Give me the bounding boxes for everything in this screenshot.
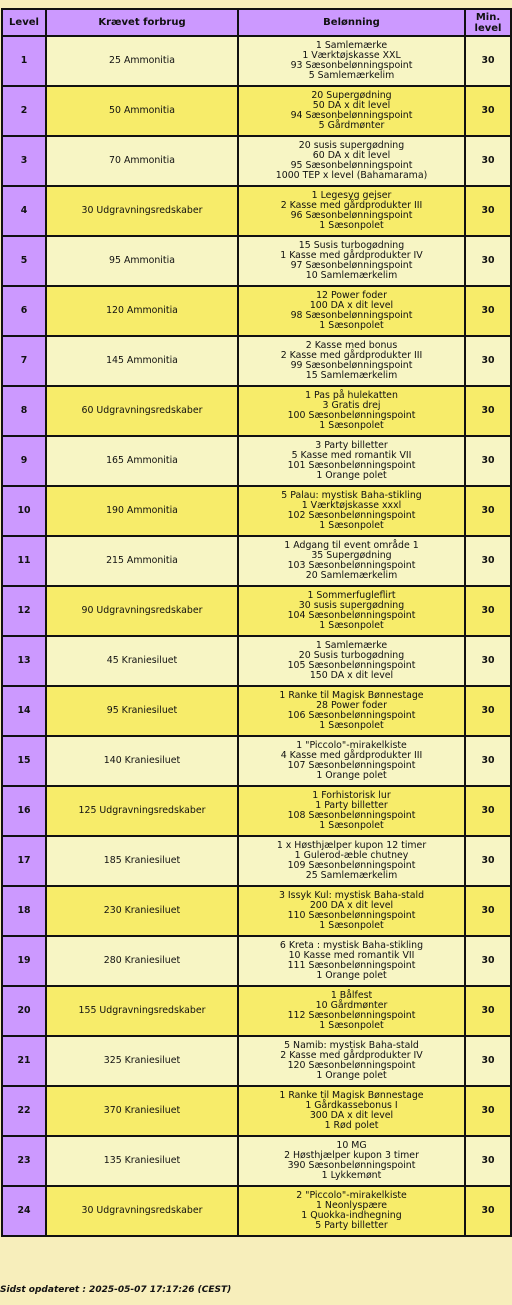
cell-min-level: 30: [465, 636, 511, 686]
reward-line: 95 Sæsonbelønningspoint: [290, 160, 413, 171]
table-header-row: [2, 9, 511, 36]
cell-reward: [238, 286, 465, 336]
cell-level: 2: [2, 86, 46, 136]
cell-min-level: 30: [465, 836, 511, 886]
table-row: [2, 786, 511, 836]
reward-line: 2 Kasse med gårdprodukter IV: [280, 1050, 423, 1061]
cell-level: 18: [2, 886, 46, 936]
reward-line: 108 Sæsonbelønningspoint: [287, 810, 416, 821]
reward-line: 2 Kasse med gårdprodukter III: [280, 350, 423, 361]
reward-line: 1 Sommerfugleflirt: [307, 590, 396, 601]
cell-reward: [238, 1036, 465, 1086]
reward-line: 1 Neonlyspære: [315, 1200, 387, 1211]
cell-level: 15: [2, 736, 46, 786]
reward-line: 100 Sæsonbelønningspoint: [287, 410, 416, 421]
cell-required: 230 Kraniesiluet: [46, 886, 238, 936]
cell-required: 185 Kraniesiluet: [46, 836, 238, 886]
table-row: [2, 436, 511, 486]
cell-min-level: 30: [465, 136, 511, 186]
cell-required: 190 Ammonitia: [46, 486, 238, 536]
cell-min-level: 30: [465, 186, 511, 236]
cell-level: 12: [2, 586, 46, 636]
last-updated: Sidst opdateret : 2025-05-07 17:17:26 (CEST): [0, 1285, 232, 1295]
cell-min-level: 30: [465, 236, 511, 286]
cell-reward: [238, 986, 465, 1036]
reward-line: 93 Sæsonbelønningspoint: [290, 60, 413, 71]
cell-level: 20: [2, 986, 46, 1036]
cell-required: 25 Ammonitia: [46, 36, 238, 86]
cell-level: 14: [2, 686, 46, 736]
reward-line: 10 Gårdmønter: [315, 1000, 388, 1011]
cell-reward: [238, 1086, 465, 1136]
season-rewards-table: [1, 8, 512, 1237]
reward-line: 30 susis supergødning: [298, 600, 405, 611]
table-row: [2, 1136, 511, 1186]
reward-line: 1 Ranke til Magisk Bønnestage: [279, 1090, 424, 1101]
cell-required: 95 Ammonitia: [46, 236, 238, 286]
cell-reward: [238, 136, 465, 186]
table-row: [2, 86, 511, 136]
reward-line: 1 Sæsonpolet: [319, 720, 384, 731]
cell-reward: [238, 886, 465, 936]
cell-min-level: 30: [465, 686, 511, 736]
reward-line: 1 Bålfest: [330, 990, 373, 1001]
reward-line: 1 Pas på hulekatten: [305, 390, 398, 401]
reward-line: 10 Samlemærkelim: [305, 270, 398, 281]
cell-min-level: 30: [465, 786, 511, 836]
reward-line: 20 Samlemærkelim: [305, 570, 398, 581]
cell-level: 21: [2, 1036, 46, 1086]
reward-line: 25 Samlemærkelim: [305, 870, 398, 881]
reward-line: 60 DA x dit level: [312, 150, 391, 161]
cell-level: 6: [2, 286, 46, 336]
cell-reward: [238, 486, 465, 536]
reward-line: 1 Samlemærke: [315, 40, 388, 51]
cell-level: 19: [2, 936, 46, 986]
cell-reward: [238, 36, 465, 86]
reward-line: 1 "Piccolo"-mirakelkiste: [296, 740, 407, 751]
reward-line: 1 Sæsonpolet: [319, 1020, 384, 1031]
reward-line: 1 Kasse med gårdprodukter IV: [280, 250, 423, 261]
reward-line: 111 Sæsonbelønningspoint: [287, 960, 416, 971]
reward-line: 98 Sæsonbelønningspoint: [290, 310, 413, 321]
reward-line: 2 Kasse med gårdprodukter III: [280, 200, 423, 211]
cell-level: 16: [2, 786, 46, 836]
table-row: [2, 536, 511, 586]
reward-line: 107 Sæsonbelønningspoint: [287, 760, 416, 771]
reward-line: 3 Gratis drej: [322, 400, 381, 411]
cell-level: 4: [2, 186, 46, 236]
reward-line: 96 Sæsonbelønningspoint: [290, 210, 413, 221]
reward-line: 3 Issyk Kul: mystisk Baha-stald: [278, 890, 425, 901]
header-required: Krævet forbrug: [46, 9, 238, 36]
cell-min-level: 30: [465, 586, 511, 636]
reward-line: 10 Kasse med romantik VII: [288, 950, 415, 961]
table-row: [2, 1086, 511, 1136]
cell-level: 3: [2, 136, 46, 186]
table-row: [2, 636, 511, 686]
cell-reward: [238, 636, 465, 686]
table-row: [2, 236, 511, 286]
cell-required: 60 Udgravningsredskaber: [46, 386, 238, 436]
reward-line: 1 Sæsonpolet: [319, 420, 384, 431]
reward-line: 1 Orange polet: [316, 1070, 387, 1081]
cell-required: 135 Kraniesiluet: [46, 1136, 238, 1186]
cell-required: 145 Ammonitia: [46, 336, 238, 386]
cell-level: 7: [2, 336, 46, 386]
reward-line: 1 Værktøjskasse xxxl: [301, 500, 402, 511]
header-min-level: [465, 9, 511, 36]
reward-line: 1 Sæsonpolet: [319, 320, 384, 331]
reward-line: 2 Høsthjælper kupon 3 timer: [284, 1150, 419, 1161]
cell-level: 1: [2, 36, 46, 86]
cell-reward: [238, 1186, 465, 1236]
cell-min-level: 30: [465, 36, 511, 86]
cell-required: 125 Udgravningsredskaber: [46, 786, 238, 836]
table-row: [2, 686, 511, 736]
reward-line: 5 Namib: mystisk Baha-stald: [284, 1040, 419, 1051]
reward-line: 97 Sæsonbelønningspoint: [290, 260, 413, 271]
table-row: [2, 986, 511, 1036]
cell-level: 22: [2, 1086, 46, 1136]
cell-reward: [238, 586, 465, 636]
cell-required: 215 Ammonitia: [46, 536, 238, 586]
cell-min-level: 30: [465, 336, 511, 386]
table-row: [2, 336, 511, 386]
cell-reward: [238, 436, 465, 486]
reward-line: 6 Kreta : mystisk Baha-stikling: [279, 940, 424, 951]
cell-min-level: 30: [465, 986, 511, 1036]
reward-line: 200 DA x dit level: [309, 900, 394, 911]
reward-line: 1 Sæsonpolet: [319, 620, 384, 631]
cell-reward: [238, 536, 465, 586]
cell-min-level: 30: [465, 1086, 511, 1136]
cell-required: 90 Udgravningsredskaber: [46, 586, 238, 636]
reward-line: 1 Sæsonpolet: [319, 520, 384, 531]
reward-line: 150 DA x dit level: [309, 670, 394, 681]
cell-required: 95 Kraniesiluet: [46, 686, 238, 736]
table-row: [2, 1036, 511, 1086]
reward-line: 1 Adgang til event område 1: [284, 540, 419, 551]
reward-line: 20 susis supergødning: [298, 140, 405, 151]
reward-line: 1 Sæsonpolet: [319, 220, 384, 231]
reward-line: 12 Power foder: [316, 290, 387, 301]
cell-reward: [238, 836, 465, 886]
cell-level: 23: [2, 1136, 46, 1186]
reward-line: 1 Sæsonpolet: [319, 820, 384, 831]
table-row: [2, 736, 511, 786]
reward-line: 112 Sæsonbelønningspoint: [287, 1010, 416, 1021]
cell-min-level: 30: [465, 436, 511, 486]
reward-line: 2 "Piccolo"-mirakelkiste: [296, 1190, 407, 1201]
cell-level: 5: [2, 236, 46, 286]
cell-required: 370 Kraniesiluet: [46, 1086, 238, 1136]
cell-level: 10: [2, 486, 46, 536]
cell-required: 140 Kraniesiluet: [46, 736, 238, 786]
reward-line: 20 Supergødning: [311, 90, 392, 101]
reward-line: 1 Legesyg gejser: [311, 190, 392, 201]
reward-line: 1 Party billetter: [315, 800, 388, 811]
cell-level: 13: [2, 636, 46, 686]
reward-line: 2 Kasse med bonus: [305, 340, 398, 351]
reward-line: 99 Sæsonbelønningspoint: [290, 360, 413, 371]
cell-min-level: 30: [465, 736, 511, 786]
cell-reward: [238, 386, 465, 436]
cell-required: 280 Kraniesiluet: [46, 936, 238, 986]
reward-line: 1 Ranke til Magisk Bønnestage: [279, 690, 424, 701]
reward-line: 3 Party billetter: [315, 440, 388, 451]
cell-min-level: 30: [465, 1136, 511, 1186]
cell-required: 30 Udgravningsredskaber: [46, 1186, 238, 1236]
cell-required: 30 Udgravningsredskaber: [46, 186, 238, 236]
reward-line: 1 Værktøjskasse XXL: [302, 50, 401, 61]
reward-line: 1 Forhistorisk lur: [312, 790, 391, 801]
table-row: [2, 936, 511, 986]
cell-level: 9: [2, 436, 46, 486]
reward-line: 5 Samlemærkelim: [308, 70, 395, 81]
reward-line: 102 Sæsonbelønningspoint: [287, 510, 416, 521]
reward-line: 5 Gårdmønter: [318, 120, 385, 131]
reward-line: 50 DA x dit level: [312, 100, 391, 111]
reward-line: 35 Supergødning: [311, 550, 392, 561]
reward-line: 110 Sæsonbelønningspoint: [287, 910, 416, 921]
reward-line: 1 Gulerod-æble chutney: [294, 850, 409, 861]
cell-min-level: 30: [465, 536, 511, 586]
reward-line: 1 Quokka-indhegning: [301, 1210, 402, 1221]
reward-line: 100 DA x dit level: [309, 300, 394, 311]
cell-level: 24: [2, 1186, 46, 1236]
reward-line: 120 Sæsonbelønningspoint: [287, 1060, 416, 1071]
cell-min-level: 30: [465, 286, 511, 336]
reward-line: 1 Orange polet: [316, 770, 387, 781]
table-row: [2, 286, 511, 336]
cell-min-level: 30: [465, 936, 511, 986]
reward-line: 1 x Høsthjælper kupon 12 timer: [276, 840, 427, 851]
table-row: [2, 486, 511, 536]
cell-level: 8: [2, 386, 46, 436]
cell-min-level: 30: [465, 386, 511, 436]
reward-line: 106 Sæsonbelønningspoint: [287, 710, 416, 721]
reward-line: 1 Samlemærke: [315, 640, 388, 651]
header-reward: Belønning: [238, 9, 465, 36]
header-min-level-text: Min. level: [474, 11, 502, 34]
cell-reward: [238, 236, 465, 286]
table-row: [2, 36, 511, 86]
cell-reward: [238, 1136, 465, 1186]
table-row: [2, 836, 511, 886]
cell-reward: [238, 336, 465, 386]
reward-line: 101 Sæsonbelønningspoint: [287, 460, 416, 471]
cell-required: 70 Ammonitia: [46, 136, 238, 186]
cell-min-level: 30: [465, 86, 511, 136]
cell-required: 45 Kraniesiluet: [46, 636, 238, 686]
reward-line: 105 Sæsonbelønningspoint: [287, 660, 416, 671]
cell-min-level: 30: [465, 886, 511, 936]
cell-required: 325 Kraniesiluet: [46, 1036, 238, 1086]
reward-line: 5 Kasse med romantik VII: [291, 450, 412, 461]
cell-level: 11: [2, 536, 46, 586]
cell-reward: [238, 936, 465, 986]
reward-line: 1 Gårdkassebonus I: [305, 1100, 398, 1111]
table-row: [2, 886, 511, 936]
reward-line: 5 Palau: mystisk Baha-stikling: [281, 490, 422, 501]
reward-line: 5 Party billetter: [315, 1220, 388, 1231]
table-row: [2, 186, 511, 236]
cell-required: 120 Ammonitia: [46, 286, 238, 336]
reward-line: 1 Sæsonpolet: [319, 920, 384, 931]
cell-min-level: 30: [465, 1036, 511, 1086]
table-row: [2, 1186, 511, 1236]
reward-line: 1 Rød polet: [324, 1120, 379, 1131]
table-row: [2, 586, 511, 636]
cell-reward: [238, 736, 465, 786]
reward-line: 94 Sæsonbelønningspoint: [290, 110, 413, 121]
reward-line: 1000 TEP x level (Bahamarama): [275, 170, 428, 181]
reward-line: 103 Sæsonbelønningspoint: [287, 560, 416, 571]
reward-line: 10 MG: [336, 1140, 367, 1151]
reward-line: 20 Susis turbogødning: [298, 650, 405, 661]
cell-min-level: 30: [465, 486, 511, 536]
reward-line: 1 Orange polet: [316, 970, 387, 981]
reward-line: 300 DA x dit level: [309, 1110, 394, 1121]
header-level: Level: [2, 9, 46, 36]
reward-line: 4 Kasse med gårdprodukter III: [280, 750, 423, 761]
cell-level: 17: [2, 836, 46, 886]
reward-line: 15 Susis turbogødning: [298, 240, 405, 251]
cell-required: 50 Ammonitia: [46, 86, 238, 136]
table-row: [2, 386, 511, 436]
cell-min-level: 30: [465, 1186, 511, 1236]
reward-line: 1 Orange polet: [316, 470, 387, 481]
cell-reward: [238, 186, 465, 236]
cell-reward: [238, 86, 465, 136]
cell-reward: [238, 786, 465, 836]
reward-line: 28 Power foder: [316, 700, 387, 711]
cell-required: 155 Udgravningsredskaber: [46, 986, 238, 1036]
reward-line: 109 Sæsonbelønningspoint: [287, 860, 416, 871]
reward-line: 1 Lykkemønt: [321, 1170, 382, 1181]
reward-line: 15 Samlemærkelim: [305, 370, 398, 381]
reward-line: 390 Sæsonbelønningspoint: [287, 1160, 416, 1171]
cell-reward: [238, 686, 465, 736]
reward-line: 104 Sæsonbelønningspoint: [287, 610, 416, 621]
table-row: [2, 136, 511, 186]
cell-required: 165 Ammonitia: [46, 436, 238, 486]
